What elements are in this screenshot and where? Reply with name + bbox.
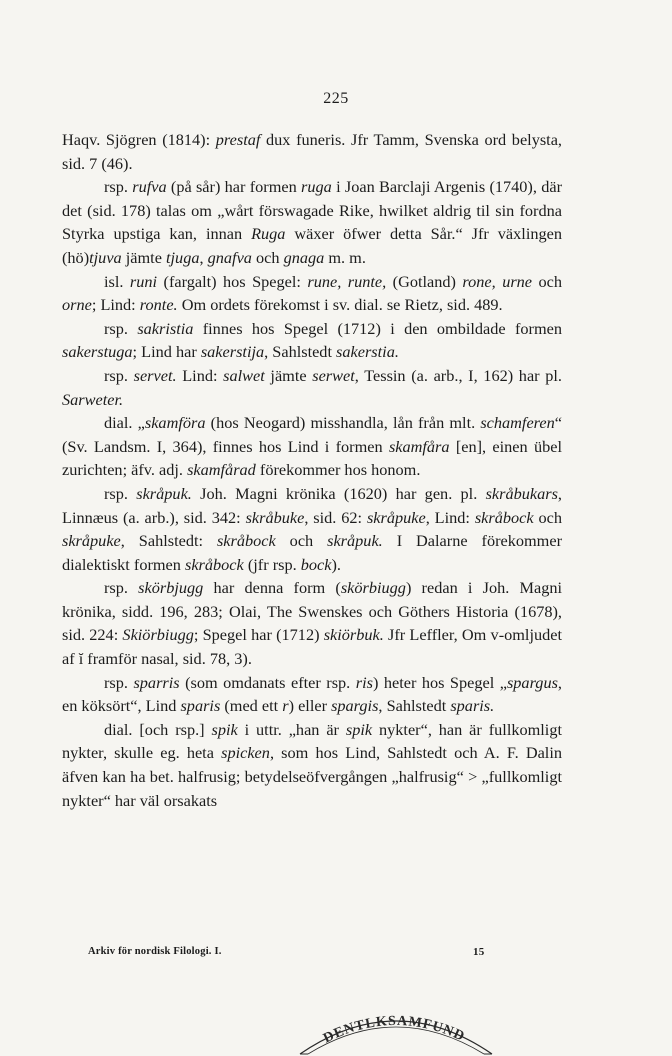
italic-term: skråpuk. [327,531,383,551]
text-run: dial. [och rsp.] [104,719,212,739]
page-number: 225 [323,90,349,107]
text-run: (på sår) har formen [166,177,302,197]
paragraph [62,270,562,317]
text-run: rsp. [104,672,134,692]
italic-term: tjuga [166,247,200,267]
text-run: [en], einen übel zurichten; äfv. adj. [62,436,563,480]
text-run: och [275,531,328,551]
italic-term: Skiörbiugg [122,625,194,645]
body-text [62,128,562,812]
text-run: , Sahlstedt: [120,531,217,551]
italic-term: gnafva [207,247,252,267]
italic-term: runi [129,271,158,291]
stamp-text: DENTLKSAMFUND [321,1013,468,1047]
text-run: Haqv. Sjögren (1814): [62,130,216,149]
italic-term: sakerstia. [336,342,399,362]
text-run: ). [331,554,341,574]
text-run: rsp. [104,318,138,338]
paragraph [62,576,562,670]
italic-term: skiörbuk. [323,625,384,645]
paragraph [62,482,562,576]
italic-term: skamfårad [187,460,256,480]
italic-term: r [282,696,289,716]
italic-term: skamföra [144,413,206,433]
text-run: ; Spegel har (1712) [193,625,324,645]
italic-term: skråbock [184,554,244,574]
text-run: nykter“, han är fullkomligt nykter, skulle eg. heta [62,719,562,763]
text-run: Om ordets förekomst i sv. dial. se Rietz, sid. 489. [177,295,503,315]
text-run: rsp. [104,578,139,598]
italic-term: skamfåra [388,436,450,456]
italic-term: spicken [221,743,270,763]
text-run: wäxer öfwer detta Sår.“ Jfr växlingen (hö) [62,224,562,267]
italic-term: skråbuke [245,507,305,527]
paragraph [62,671,562,718]
text-run: och [533,507,563,527]
italic-term: Ruga [251,224,286,244]
italic-term: ruga [301,177,332,197]
text-run: , Lind: [425,507,475,527]
text-run: , [199,247,208,267]
text-run: , Sahlstedt [264,342,337,362]
italic-term: Sarweter. [62,389,124,409]
text-run: jämte [121,247,166,267]
italic-term: spargis [331,696,379,716]
svg-text:DENTLKSAMFUND [321,1014,467,1047]
text-run: Lind: [176,365,224,385]
italic-term: spik [345,719,373,739]
text-run: och [532,271,562,291]
text-run: isl. [104,271,130,291]
italic-term: serwet [312,365,355,385]
library-stamp-icon [296,996,496,1056]
text-run: ; Lind har [132,342,201,362]
italic-term: servet. [133,365,177,385]
text-run: , Tessin (a. arb., I, 162) har pl. [354,365,562,385]
paragraph [62,718,562,812]
italic-term: prestaf [215,130,261,149]
italic-term: gnaga [283,247,325,267]
italic-term: skråbock [474,507,534,527]
italic-term: bock [300,554,332,574]
text-run: i Joan Barclaji Argenis (1740), där det (sid. 178) talas om „wårt förswagade Rike, hwilket aldrig til sin fordna Styrka upstiga kan, innan [62,177,562,244]
text-run: (hos Neogard) misshandla, lån från mlt. [205,413,481,433]
italic-term: skråbock [216,531,276,551]
italic-term: orne [62,295,92,315]
text-run: ) redan i Joh. Magni krönika, sidd. 196, 283; Olai, The Swenskes och Göthers Historia (1678), sid. 224: [62,578,563,645]
text-run: Jfr Leffler, Om v-omljudet af ĭ framför nasal, sid. 78, 3). [62,625,562,669]
italic-term: ronte. [139,295,178,315]
paragraph [62,128,562,175]
text-run: (jfr rsp. [243,554,301,574]
text-run: dux funeris. Jfr Tamm, Svenska ord belysta, sid. 7 (46). [62,130,562,173]
italic-term: skråpuk. [136,483,192,503]
italic-term: rone, urne [462,271,533,291]
text-run: , som hos Lind, Sahlstedt och A. F. Dalin äfven kan ha bet. halfrusig; betydelseöfvergången „halfrusig“ > „fullkomligt nykter“ har väl orsakats [62,743,562,810]
page-footer [88,946,488,957]
italic-term: skråpuke [366,507,426,527]
italic-term: skråbukars [485,483,558,503]
italic-term: skråpuke [62,531,121,551]
text-run: jämte [264,365,313,385]
italic-term: sakristia [137,318,194,338]
italic-term: sakerstuga [62,342,133,362]
text-run: dial. „ [104,413,145,433]
italic-term: ris [355,672,373,692]
text-run: rsp. [104,365,134,385]
text-run: finnes hos Spegel (1712) i den ombildade formen [193,318,562,338]
italic-term: skörbjugg [138,578,204,598]
library-stamp [296,996,496,1056]
text-run: (som omdanats efter rsp. [179,672,356,692]
italic-term: salwet [223,365,265,385]
text-run: , sid. 62: [304,507,367,527]
text-run: , Linnæus (a. arb.), sid. 342: [62,483,562,527]
italic-term: sakerstija [200,342,265,362]
text-run: m. m. [324,247,366,267]
text-run: ) heter hos Spegel „ [372,672,507,692]
text-run: ) eller [288,696,332,716]
text-run: (Gotland) [386,271,463,291]
paragraph [62,364,562,411]
text-run: “ (Sv. Landsm. I, 364), finnes hos Lind i formen [62,413,563,456]
text-run: i uttr. „han är [237,719,346,739]
italic-term: sparris [133,672,180,692]
journal-title: Arkiv för nordisk Filologi. I. [88,946,222,957]
text-run: , en köksört“, Lind [62,672,562,716]
paragraph [62,411,562,482]
text-run: rsp. [104,483,137,503]
text-run: (fargalt) hos Spegel: [157,271,308,291]
italic-term: spargus [506,672,558,692]
text-run: och [251,247,284,267]
italic-term: schamferen [480,413,555,433]
paragraph [62,317,562,364]
text-run: , Sahlstedt [378,696,451,716]
paragraph [62,175,562,269]
text-run: (med ett [220,696,283,716]
signature-mark: 15 [473,946,485,958]
text-run: ; Lind: [91,295,140,315]
text-run: Joh. Magni krönika (1620) har gen. pl. [191,483,486,503]
text-run: har denna form ( [203,578,341,598]
italic-term: sparis [180,696,221,716]
text-run: rsp. [104,177,133,197]
text-run: I Dalarne förekommer dialektiskt formen [62,531,562,574]
text-run: förekommer hos honom. [255,460,421,480]
italic-term: skörbiugg [340,578,406,598]
italic-term: sparis. [450,696,495,716]
italic-term: spik [211,719,238,739]
italic-term: rune, runte, [307,271,387,291]
italic-term: tjuva [89,247,122,267]
italic-term: rufva [132,177,167,197]
